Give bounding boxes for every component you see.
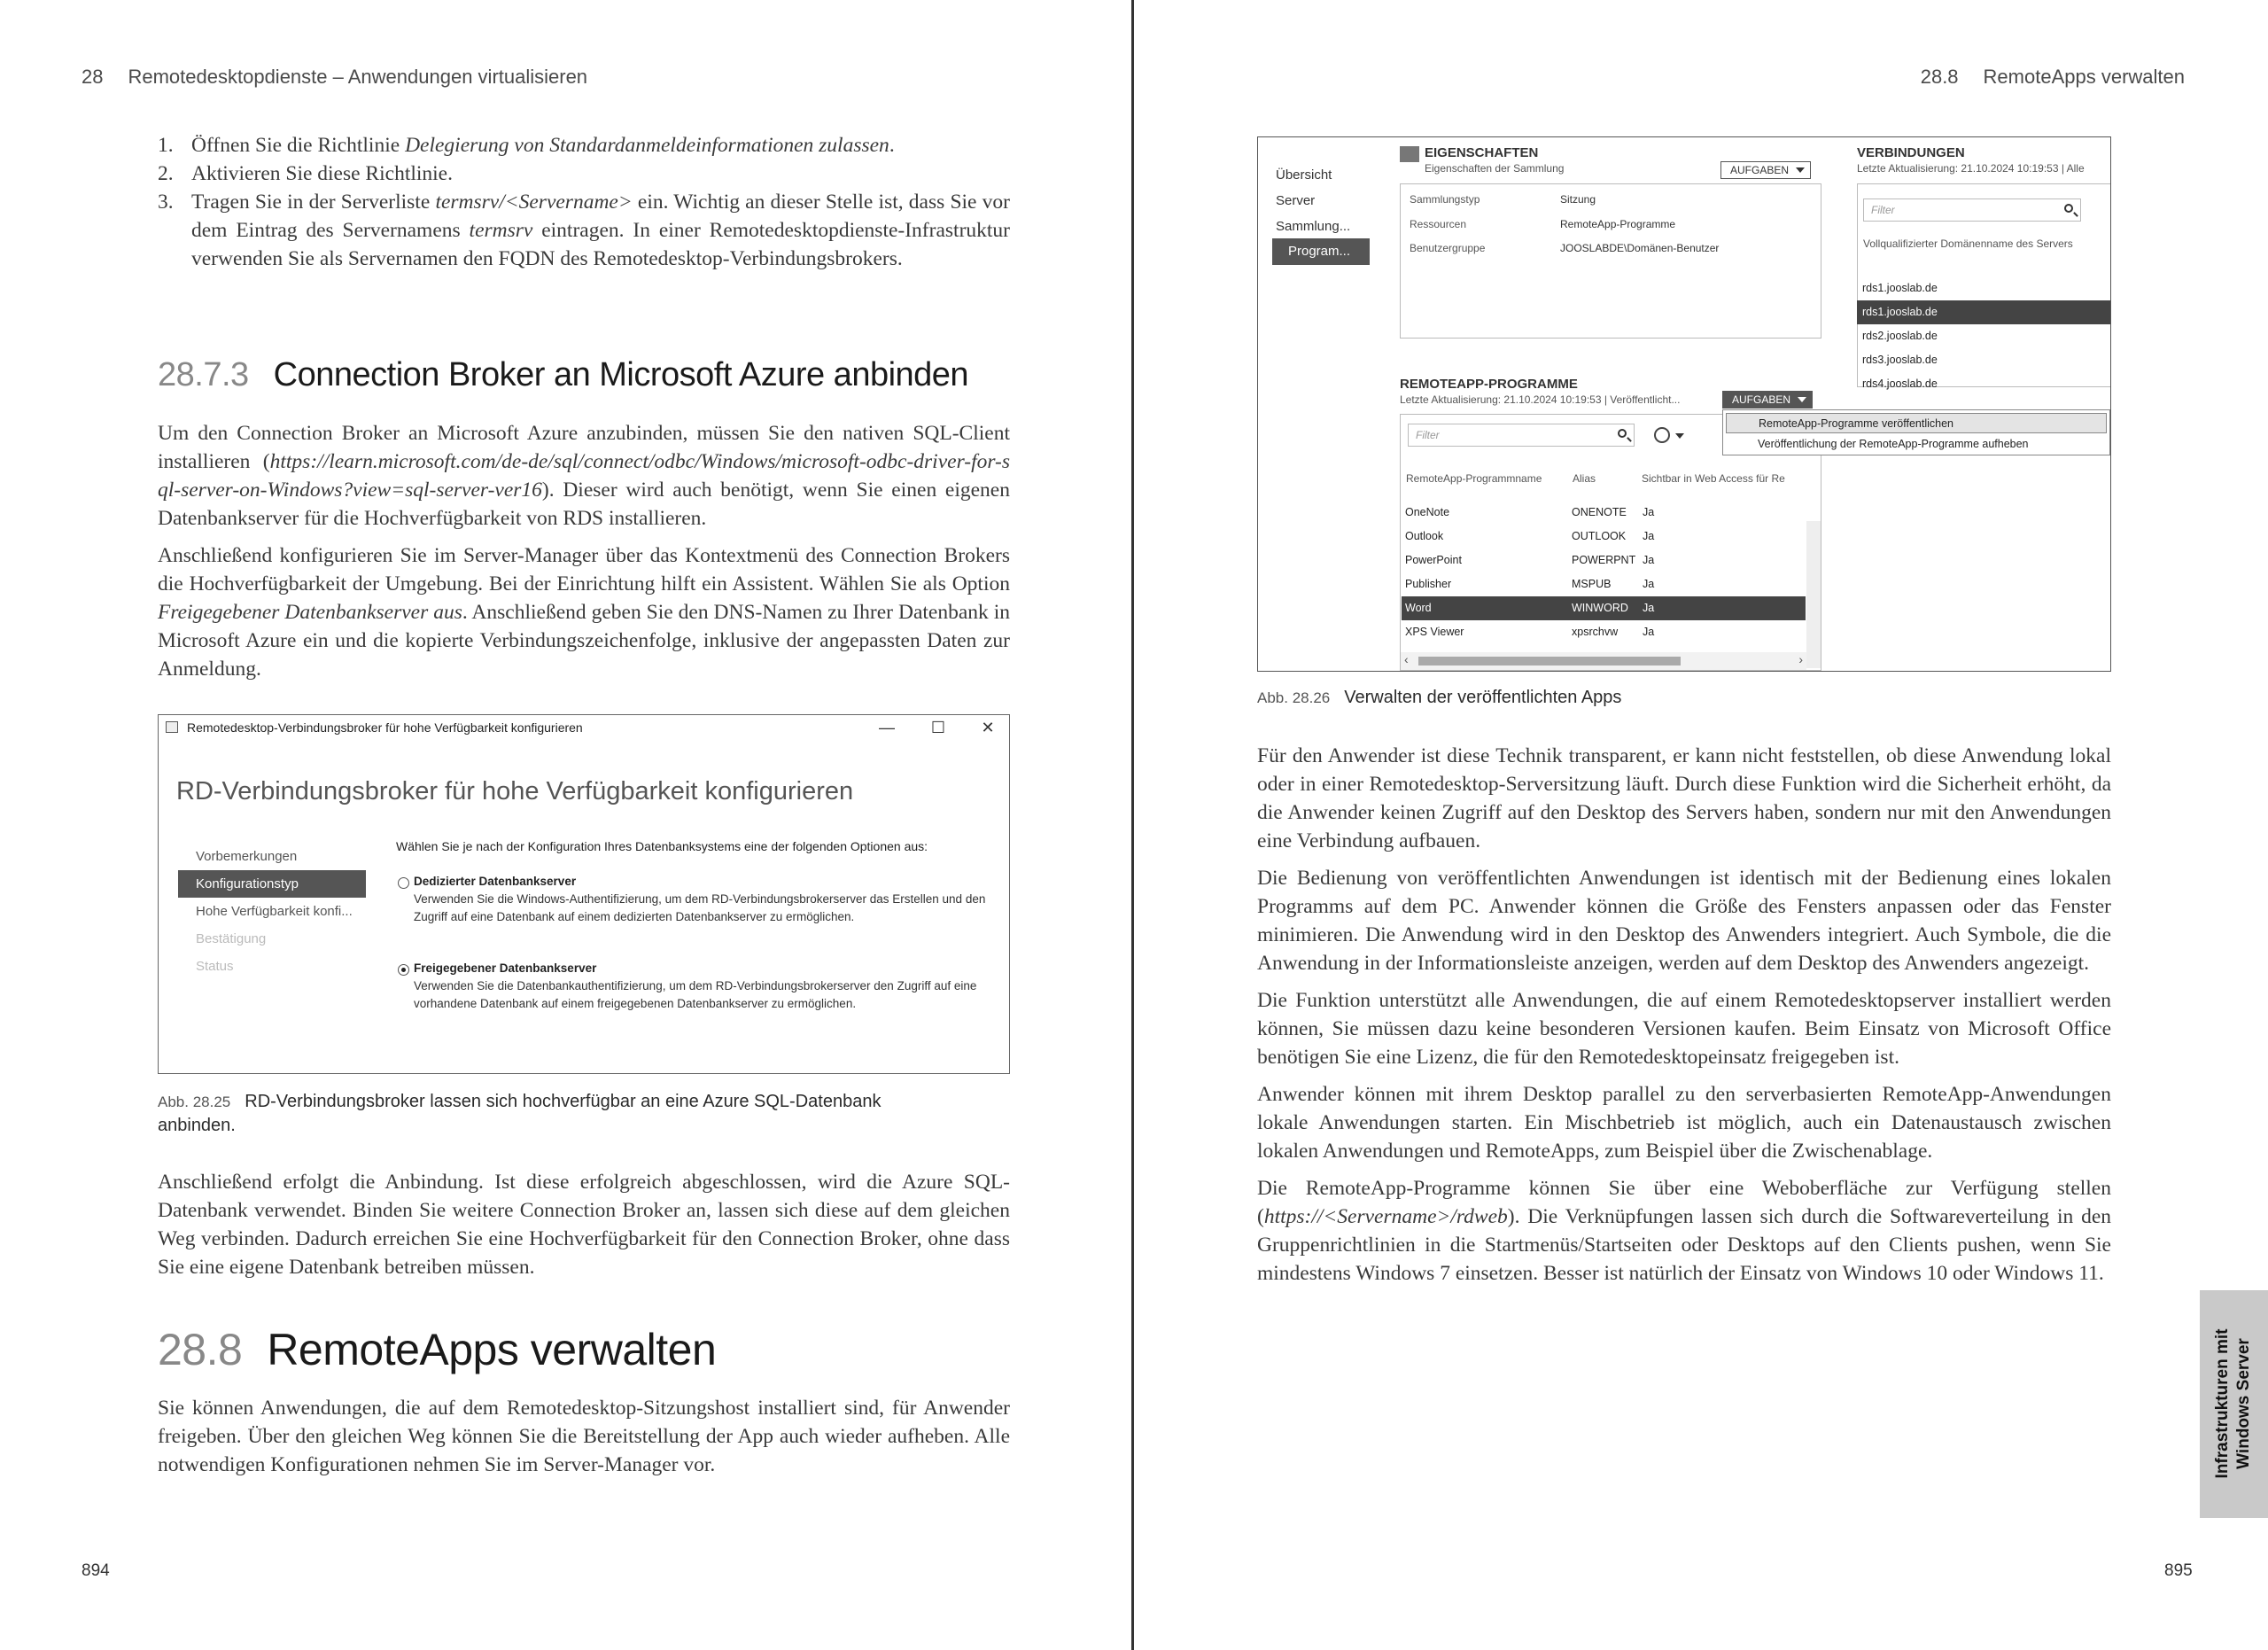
app-row[interactable]: OneNote ONENOTE Ja: [1405, 506, 1655, 518]
body-text-block-2: [158, 1168, 1010, 1281]
chevron-down-icon: [1798, 397, 1806, 402]
remoteapp-title: REMOTEAPP-PROGRAMME: [1400, 377, 1578, 392]
paragraph: Die Bedienung von veröffentlichten Anwendungen ist identisch mit der Bedienung eines lokalen Programms auf dem PC. Anwender können die Größe des Fensters anpassen oder das Fenster minimieren. Die Anwendung wird in den Desktop des Anwenders integriert. Auch Symbole, die die Anwendung in der Informationsleiste anzeigen, werden auf dem Desktop des Anwenders angezeigt.: [1257, 867, 2111, 975]
section-number: 28.8: [158, 1325, 243, 1374]
properties-title: EIGENSCHAFTEN: [1425, 145, 1539, 160]
section-heading-28-8: [158, 1324, 716, 1375]
url-link: https://<Servername>/rdweb: [1263, 1205, 1508, 1228]
section-title: RemoteApps verwalten: [267, 1325, 717, 1374]
wizard-nav: [178, 843, 366, 980]
wizard-nav-item-selected[interactable]: Konfigurationstyp: [178, 870, 366, 898]
wizard-prompt: Wählen Sie je nach der Konfiguration Ihres Datenbanksystems eine der folgenden Optionen aus:: [396, 839, 928, 853]
menu-item-unpublish[interactable]: Veröffentlichung der RemoteApp-Programme aufheben: [1758, 438, 2029, 450]
connections-filter-input[interactable]: Filter: [1863, 198, 2081, 222]
scroll-right-icon[interactable]: ›: [1798, 652, 1803, 666]
paragraph: Für den Anwender ist diese Technik transparent, er kann nicht feststellen, ob diese Anwendung lokal oder in einer Remotedesktop-Serversitzung läuft. Durch diese Funktion wird die Sicherheit erhöht, da die Anwender keinen Zugriff auf den Desktop des Servers haben, sondern nur mit den Anwendungen eine Verbindung aufbauen.: [1257, 744, 2111, 852]
chapter-title: Remotedesktopdienste – Anwendungen virtualisieren: [128, 66, 588, 88]
app-row[interactable]: Publisher MSPUB Ja: [1405, 578, 1655, 590]
running-head-right: [1921, 66, 2185, 89]
url-link: https://learn.microsoft.com/de-de/sql/connect/odbc/Windows/microsoft-odbc-driver-for-sql-server-on-Windows?view=sql-server-ver16: [158, 450, 1010, 502]
window-title: Remotedesktop-Verbindungsbroker für hohe Verfügbarkeit konfigurieren: [187, 720, 583, 735]
step-item: 3. Tragen Sie in der Serverliste termsrv/<Servername> ein. Wichtig an dieser Stelle ist, dass Sie vor dem Eintrag des Servernamens termsrv eintragen. In einer Remotedesktopdienste-Infrastruktur verwenden Sie als Servernamen den FQDN des Remotedesktop-Verbindungsbrokers.: [158, 191, 1010, 270]
thumb-index-tab: [2200, 1290, 2268, 1518]
collection-side-nav: [1258, 137, 1379, 671]
section-title: RemoteApps verwalten: [1983, 66, 2185, 88]
option-shared-db[interactable]: [410, 960, 986, 1013]
radio-button-selected[interactable]: [398, 964, 409, 976]
close-icon[interactable]: ✕: [981, 719, 995, 736]
page-divider: [1131, 0, 1134, 1650]
paragraph: Anschließend erfolgt die Anbindung. Ist diese erfolgreich abgeschlossen, wird die Azure SQL-Datenbank verwendet. Binden Sie weitere Connection Broker an, lassen sich diese auf dem gleichen Weg verbinden. Dadurch erreichen Sie eine Hochverfügbarkeit für den Connection Broker, ohne dass Sie eine eigene Datenbank betreiben müssen.: [158, 1171, 1010, 1279]
thumb-index-label: Infrastrukturen mit Windows Server: [2213, 1328, 2253, 1479]
properties-box: Sammlungstyp Sitzung Ressourcen RemoteApp-Programme Benutzergruppe JOOSLABDE\Domänen-Benutzer: [1400, 183, 1821, 339]
server-row-selected[interactable]: rds1.jooslab.de: [1857, 300, 2111, 324]
option-description: Verwenden Sie die Datenbankauthentifizierung, um dem RD-Verbindungsbrokerserver den Zugriff auf eine vorhandene Datenbank auf einem freigegebenen Datenbankserver zu ermöglichen.: [414, 979, 977, 1010]
chevron-down-icon: [1796, 167, 1805, 173]
section-number: 28.8: [1920, 66, 1959, 88]
option-dedicated-db[interactable]: [410, 873, 986, 926]
page-number-left: 894: [82, 1561, 110, 1580]
figure-caption-28-25: [158, 1090, 955, 1138]
scroll-left-icon[interactable]: ‹: [1404, 652, 1409, 666]
chevron-down-icon[interactable]: [1675, 433, 1684, 439]
remoteapp-filter-input[interactable]: Filter: [1408, 424, 1635, 447]
window-titlebar: [159, 715, 1009, 740]
caption-label: Abb. 28.26: [1257, 689, 1331, 706]
remoteapp-subtitle: Letzte Aktualisierung: 21.10.2024 10:19:53 | Veröffentlicht...: [1400, 393, 1681, 406]
app-row[interactable]: PowerPoint POWERPNT Ja: [1405, 554, 1655, 566]
tasks-button-open[interactable]: AUFGABEN: [1722, 391, 1813, 409]
column-header[interactable]: RemoteApp-Programmname: [1406, 472, 1542, 485]
step-item: 2. Aktivieren Sie diese Richtlinie.: [158, 162, 453, 185]
minimize-icon[interactable]: —: [879, 719, 895, 736]
wizard-nav-item[interactable]: Vorbemerkungen: [196, 849, 298, 864]
column-header[interactable]: Sichtbar in Web Access für Re: [1642, 472, 1785, 485]
figure-screenshot-server-manager: [1257, 136, 2111, 672]
wizard-nav-item[interactable]: Hohe Verfügbarkeit konfi...: [196, 904, 353, 919]
wizard-nav-item-disabled: Bestätigung: [196, 931, 267, 946]
paragraph: Die Funktion unterstützt alle Anwendungen, die auf einem Remotedesktopserver installiert werden können, Sie müssen dazu keine besonderen Versionen kaufen. Beim Einsatz von Microsoft Office benötigen Sie eine Lizenz, die für den Remotedesktopeinsatz freigegeben ist.: [1257, 989, 2111, 1069]
step-item: 1. Öffnen Sie die Richtlinie Delegierung von Standardanmeldeinformationen zulassen.: [158, 134, 895, 157]
paragraph: Anschließend konfigurieren Sie im Server-Manager über das Kontextmenü des Connection Brokers die Hochverfügbarkeit der Umgebung. Bei der Einrichtung hilft ein Assistent. Wählen Sie als Option Freigegebener Datenbankserver aus. Anschließend geben Sie den DNS-Namen zu Ihrer Datenbank in Microsoft Azure ein und die kopierte Verbindungszeichenfolge, inklusive der angepassten Daten zur Anmeldung.: [158, 544, 1011, 681]
chapter-number: 28: [82, 66, 104, 88]
app-row[interactable]: XPS Viewer xpsrchvw Ja: [1405, 626, 1655, 638]
body-text-block-3: [158, 1394, 1010, 1479]
app-icon: [166, 721, 178, 733]
caption-label: Abb. 28.25: [158, 1094, 231, 1110]
search-icon: [1618, 429, 1627, 438]
body-text-block-right: [1257, 742, 2111, 1288]
section-number: 28.7.3: [158, 356, 249, 393]
nav-item-server[interactable]: Server: [1276, 193, 1316, 208]
column-header[interactable]: Alias: [1573, 472, 1596, 485]
running-head-left: [82, 66, 587, 89]
caption-text: Verwalten der veröffentlichten Apps: [1344, 688, 1622, 707]
paragraph: Um den Connection Broker an Microsoft Azure anzubinden, müssen Sie den nativen SQL-Client installieren (https://learn.microsoft.com/de-de/sql/connect/odbc/Windows/microsoft-odbc-driver-for-sql-server-on-Windows?view=sql-server-ver16). Dieser wird auch benötigt, wenn Sie einen eigenen Datenbankserver für die Hochverfügbarkeit von RDS installieren.: [158, 422, 1010, 530]
nav-item-collection[interactable]: Sammlung...: [1276, 219, 1351, 234]
nav-item-overview[interactable]: Übersicht: [1276, 167, 1332, 183]
app-row-selected[interactable]: Word WINWORD Ja: [1402, 596, 1806, 620]
server-row[interactable]: rds4.jooslab.de: [1862, 377, 1938, 390]
server-row[interactable]: rds3.jooslab.de: [1862, 354, 1938, 366]
nav-item-programs[interactable]: Program...: [1272, 238, 1370, 265]
vertical-scrollbar[interactable]: [1806, 521, 1821, 668]
column-header[interactable]: Vollqualifizierter Domänenname des Servers: [1863, 237, 2073, 250]
figure-screenshot-ha-wizard: [158, 714, 1010, 1074]
wizard-nav-item-disabled: Status: [196, 959, 234, 974]
tasks-button[interactable]: AUFGABEN: [1720, 161, 1811, 179]
section-heading-28-7-3: [158, 356, 968, 394]
menu-item-publish[interactable]: RemoteApp-Programme veröffentlichen: [1726, 413, 2107, 433]
wizard-heading: RD-Verbindungsbroker für hohe Verfügbarkeit konfigurieren: [176, 777, 854, 806]
search-icon: [2064, 204, 2073, 213]
maximize-icon[interactable]: ☐: [930, 719, 946, 736]
connections-subtitle: Letzte Aktualisierung: 21.10.2024 10:19:53 | Alle: [1857, 162, 2085, 175]
scroll-thumb[interactable]: [1418, 657, 1681, 665]
option-description: Verwenden Sie die Windows-Authentifizierung, um dem RD-Verbindungsbrokerserver das Erstellen und den Zugriff auf eine Datenbank auf einem dedizierten Datenbankserver zu ermöglichen.: [414, 892, 986, 923]
section-title: Connection Broker an Microsoft Azure anbinden: [273, 356, 969, 393]
server-row[interactable]: rds1.jooslab.de: [1862, 282, 1938, 294]
properties-subtitle: Eigenschaften der Sammlung: [1425, 162, 1565, 175]
paragraph: Sie können Anwendungen, die auf dem Remotedesktop-Sitzungshost installiert sind, für Anwender freigeben. Über den gleichen Weg können Sie die Bereitstellung der App auch wieder aufheben. Alle notwendigen Konfigurationen nehmen Sie im Server-Manager vor.: [158, 1397, 1010, 1476]
step-list: [158, 131, 1010, 273]
option-title: Freigegebener Datenbankserver: [414, 961, 597, 975]
body-text-block-1: [158, 419, 1010, 683]
app-row[interactable]: Outlook OUTLOOK Ja: [1405, 530, 1655, 542]
radio-button[interactable]: [398, 877, 409, 889]
paragraph: Anwender können mit ihrem Desktop parallel zu den serverbasierten RemoteApp-Anwendungen lokale Anwendungen starten. Ein Mischbetrieb ist möglich, auch ein Datenaustausch zwischen lokalen Anwendungen und RemoteApps, zum Beispiel über die Zwischenablage.: [1257, 1083, 2111, 1163]
option-title: Dedizierter Datenbankserver: [414, 875, 577, 888]
list-options-icon[interactable]: [1654, 427, 1670, 443]
page-number-right: 895: [2164, 1561, 2193, 1580]
horizontal-scrollbar[interactable]: [1401, 652, 1806, 670]
server-row[interactable]: rds2.jooslab.de: [1862, 330, 1938, 342]
connections-title: VERBINDUNGEN: [1857, 145, 1965, 160]
figure-caption-28-26: [1257, 686, 2111, 710]
caption-text: RD-Verbindungsbroker lassen sich hochverfügbar an eine Azure SQL-Datenbank anbinden.: [158, 1092, 882, 1135]
tasks-context-menu: [1722, 409, 2110, 455]
paragraph: Die RemoteApp-Programme können Sie über eine Weboberfläche zur Verfügung stellen (https://<Servername>/rdweb). Die Verknüpfungen lassen sich durch die Softwareverteilung in den Gruppenrichtlinien in die Startmenüs/Startseiten oder Desktops auf den Clients pushen, wenn Sie mindestens Windows 7 einsetzen. Besser ist natürlich der Einsatz von Windows 10 oder Windows 11.: [1257, 1177, 2111, 1285]
